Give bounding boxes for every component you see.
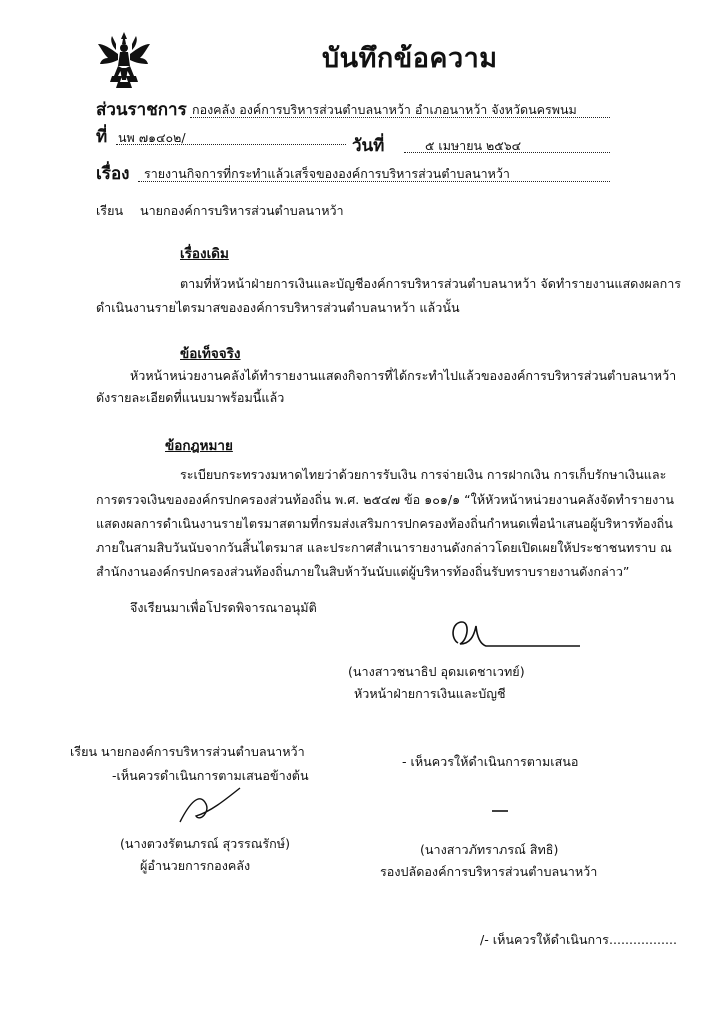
finance-position: หัวหน้าฝ่ายการเงินและบัญชี	[354, 686, 506, 701]
closing-text: จึงเรียนมาเพื่อโปรดพิจารณาอนุมัติ	[130, 600, 317, 615]
background-line-1: ตามที่หัวหน้าฝ่ายการเงินและบัญชีองค์การบริหารส่วนตำบลนาหว้า จัดทำรายงานแสดงผลการ	[180, 276, 682, 291]
to-label: เรียน	[96, 203, 124, 218]
background-line-2: ดำเนินงานรายไตรมาสขององค์การบริหารส่วนตำบลนาหว้า แล้วนั้น	[96, 300, 460, 315]
left-position: ผู้อำนวยการกองคลัง	[140, 858, 251, 873]
agency-value: กองคลัง องค์การบริหารส่วนตำบลนาหว้า อำเภอนาหว้า จังหวัดนครพนม	[192, 102, 577, 117]
law-line-5: สำนักงานองค์กรปกครองส่วนท้องถิ่นภายในสิบห้าวันนับแต่ผู้บริหารท้องถิ่นรับทราบรายงานดังกล่าว”	[96, 564, 630, 579]
right-opinion: - เห็นควรให้ดำเนินการตามเสนอ	[402, 754, 579, 769]
law-line-3: แสดงผลการดำเนินงานรายไตรมาสตามที่กรมส่งเสริมการปกครองท้องถิ่นกำหนดเพื่อนำเสนอผู้บริหารท้องถิ่น	[96, 516, 673, 531]
left-to: เรียน นายกองค์การบริหารส่วนตำบลนาหว้า	[70, 744, 305, 759]
date-label: วันที่	[352, 136, 385, 156]
ref-value: นพ ๗๑๔๐๒/	[118, 130, 186, 145]
right-name: (นางสาวภัทราภรณ์ สิทธิ)	[420, 842, 559, 857]
law-line-1: ระเบียบกระทรวงมหาดไทยว่าด้วยการรับเงิน การจ่ายเงิน การฝากเงิน การเก็บรักษาเงินและ	[180, 467, 667, 482]
law-heading: ข้อกฎหมาย	[165, 438, 233, 454]
to-value: นายกองค์การบริหารส่วนตำบลนาหว้า	[140, 203, 344, 218]
facts-line-1: หัวหน้าหน่วยงานคลังได้ทำรายงานแสดงกิจการที่ได้กระทำไปแล้วขององค์การบริหารส่วนตำบลนาหว้า	[130, 368, 677, 383]
left-opinion: -เห็นควรดำเนินการตามเสนอข้างต้น	[112, 768, 309, 783]
facts-heading: ข้อเท็จจริง	[180, 346, 241, 362]
deputy-signature-icon	[490, 808, 510, 814]
law-line-4: ภายในสามสิบวันนับจากวันสิ้นไตรมาส และประกาศสำเนารายงานดังกล่าวโดยเปิดเผยให้ประชาชนทราบ ณ	[96, 540, 672, 555]
subject-value: รายงานกิจการที่กระทำแล้วเสร็จขององค์การบริหารส่วนตำบลนาหว้า	[144, 166, 510, 181]
ref-label: ที่	[96, 127, 108, 147]
law-line-2: การตรวจเงินขององค์กรปกครองส่วนท้องถิ่น พ.ศ. ๒๕๔๗ ข้อ ๑๐๑/๑ “ให้หัวหน้าหน่วยงานคลังจัดทำรายงาน	[96, 492, 674, 507]
director-signature-icon	[170, 782, 250, 832]
agency-label: ส่วนราชการ	[96, 100, 187, 120]
finance-signature-icon	[440, 608, 590, 658]
left-name: (นางตวงรัตนภรณ์ สุวรรณรักษ์)	[120, 836, 291, 851]
final-note: /- เห็นควรให้ดำเนินการ.................	[480, 932, 678, 947]
garuda-emblem-icon	[96, 30, 152, 90]
finance-name: (นางสาวชนาธิป อุดมเดชาเวทย์)	[348, 664, 525, 679]
right-position: รองปลัดองค์การบริหารส่วนตำบลนาหว้า	[380, 864, 598, 879]
memo-title: บันทึกข้อความ	[322, 43, 498, 74]
facts-line-2: ดังรายละเอียดที่แนบมาพร้อมนี้แล้ว	[96, 390, 285, 405]
subject-label: เรื่อง	[96, 164, 130, 184]
date-value: ๕ เมษายน ๒๕๖๔	[425, 138, 522, 153]
background-heading: เรื่องเดิม	[180, 246, 229, 262]
